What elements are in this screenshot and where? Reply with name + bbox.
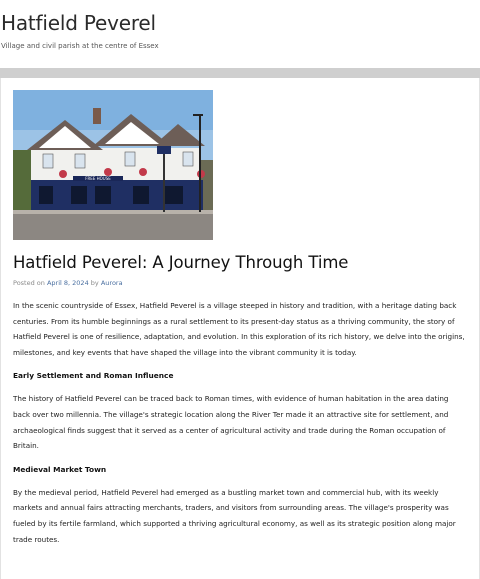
site-header	[0, 0, 480, 68]
section-heading: Medieval Market Town	[13, 464, 107, 474]
section-paragraph: The history of Hatfield Peverel can be traced back to Roman times, with evidence of human habitation in the area dating back over two millennia. The village's strategic location along the River Ter made it an attractive site for settlement, and archaeological finds suggest that it served as a center of agricultural activity and trade during the Roman occupation of Britain.	[13, 394, 449, 451]
post-date-link[interactable]: April 8, 2024	[46, 279, 89, 287]
featured-image	[13, 90, 213, 240]
post-meta	[13, 279, 467, 287]
svg-text:FREE HOUSE: FREE HOUSE	[85, 176, 111, 181]
post-title: Hatfield Peverel: A Journey Through Time	[13, 253, 349, 272]
site-title[interactable]: Hatfield Peverel	[1, 11, 156, 35]
site-tagline: Village and civil parish at the centre of Essex	[1, 42, 159, 50]
by-label: by	[90, 279, 99, 287]
post-intro-paragraph: In the scenic countryside of Essex, Hatfield Peverel is a village steeped in history and tradition, with a heritage dating back centuries. From its humble beginnings as a rural settlement to its present-day status as a thriving community, the story of Hatfield Peverel is one of resilience, adaptation, and evolution. In this exploration of its rich history, we delve into the origins, milestones, and key events that have shaped the village into the vibrant community it is today.	[13, 301, 465, 357]
section-heading: Early Settlement and Roman Influence	[13, 371, 174, 381]
posted-on-label: Posted on	[13, 279, 45, 287]
post-content	[0, 78, 480, 579]
post-author-link[interactable]: Aurora	[100, 279, 123, 287]
header-divider-band	[0, 68, 480, 78]
section-paragraph: By the medieval period, Hatfield Peverel had emerged as a bustling market town and commercial hub, with its weekly markets and annual fairs attracting merchants, traders, and visitors from surrounding areas. The village's prosperity was fueled by its fertile farmland, which supported a thriving agricultural economy, as well as its strategic position along major trade routes.	[13, 487, 456, 544]
